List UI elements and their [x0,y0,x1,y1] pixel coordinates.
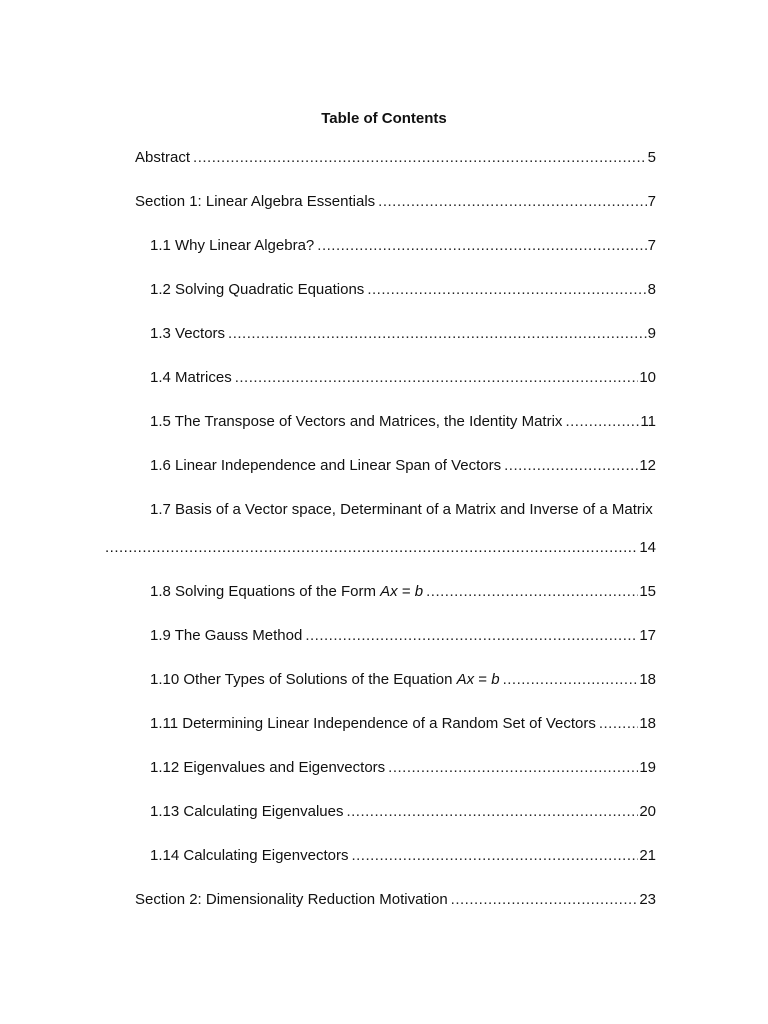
dot-leader [367,279,646,301]
toc-entry-text: 1.1 Why Linear Algebra? [150,237,315,254]
toc-entry-section-1[interactable] [135,191,656,213]
toc-entry-1-1[interactable] [150,235,656,257]
toc-title: Table of Contents [321,110,447,127]
dot-leader [305,625,638,647]
toc-entry-1-13[interactable] [150,801,656,823]
toc-page-number: 17 [639,627,656,644]
toc-entry-text: 1.13 Calculating Eigenvalues [150,803,344,820]
toc-page-number: 19 [639,759,656,776]
toc-entry-abstract[interactable] [135,147,656,169]
toc-entry-1-10[interactable] [150,669,656,691]
dot-leader [317,235,646,257]
toc-entry-text: 1.5 The Transpose of Vectors and Matrices, the Identity Matrix [150,413,563,430]
toc-entry-1-12[interactable] [150,757,656,779]
toc-entry-1-8[interactable] [150,581,656,603]
toc-page-number: 21 [639,847,656,864]
dot-leader [388,757,638,779]
toc-page-number: 11 [640,413,656,430]
toc-page-number: 18 [639,671,656,688]
toc-entry-text: 1.2 Solving Quadratic Equations [150,281,365,298]
toc-entry-1-11[interactable] [150,713,656,735]
dot-leader [503,669,639,691]
dot-leader [193,147,647,169]
toc-page-number: 12 [639,457,656,474]
toc-entry-1-7[interactable] [150,499,663,521]
toc-page-number: 9 [647,325,656,342]
toc-entry-1-9[interactable] [150,625,656,647]
dot-leader [599,713,638,735]
toc-page-number: 20 [639,803,656,820]
dot-leader [351,845,638,867]
dot-leader [451,889,639,911]
toc-entry-text: 1.10 Other Types of Solutions of the Equation Ax = b [150,671,500,688]
toc-entry-1-4[interactable] [150,367,656,389]
toc-page-number: 14 [639,539,656,556]
toc-entry-1-6[interactable] [150,455,656,477]
toc-page-number: 7 [647,237,656,254]
toc-entry-text: Section 2: Dimensionality Reduction Motivation [135,891,448,908]
dot-leader [378,191,647,213]
toc-entry-1-14[interactable] [150,845,656,867]
toc-entry-section-2[interactable] [135,889,656,911]
toc-entry-text: Section 1: Linear Algebra Essentials [135,193,376,210]
toc-page-number: 10 [639,369,656,386]
toc-entry-1-5[interactable] [150,411,656,433]
toc-entry-text: 1.9 The Gauss Method [150,627,303,644]
toc-entry-text: 1.6 Linear Independence and Linear Span of Vectors [150,457,502,474]
toc-entry-text: 1.3 Vectors [150,325,226,342]
dot-leader [565,411,639,433]
toc-entry-text: 1.14 Calculating Eigenvectors [150,847,349,864]
toc-entry-text: 1.4 Matrices [150,369,232,386]
dot-leader [346,801,638,823]
toc-page-number: 5 [647,149,656,166]
dot-leader [105,537,638,559]
toc-entry-1-2[interactable] [150,279,656,301]
toc-page-number: 18 [639,715,656,732]
toc-entry-text: 1.7 Basis of a Vector space, Determinant of a Matrix and Inverse of a Matrix [150,501,653,518]
toc-entry-text: 1.11 Determining Linear Independence of a Random Set of Vectors [150,715,596,732]
toc-entry-1-7-continued[interactable] [105,537,656,559]
toc-entry-text: 1.12 Eigenvalues and Eigenvectors [150,759,386,776]
toc-entry-text: 1.8 Solving Equations of the Form Ax = b [150,583,424,600]
dot-leader [504,455,638,477]
toc-entry-text: Abstract [135,149,191,166]
toc-entry-1-3[interactable] [150,323,656,345]
dot-leader [228,323,647,345]
dot-leader [426,581,638,603]
toc-page-number: 15 [639,583,656,600]
toc-page-number: 8 [647,281,656,298]
dot-leader [235,367,639,389]
toc-page-number: 23 [639,891,656,908]
toc-page-number: 7 [647,193,656,210]
